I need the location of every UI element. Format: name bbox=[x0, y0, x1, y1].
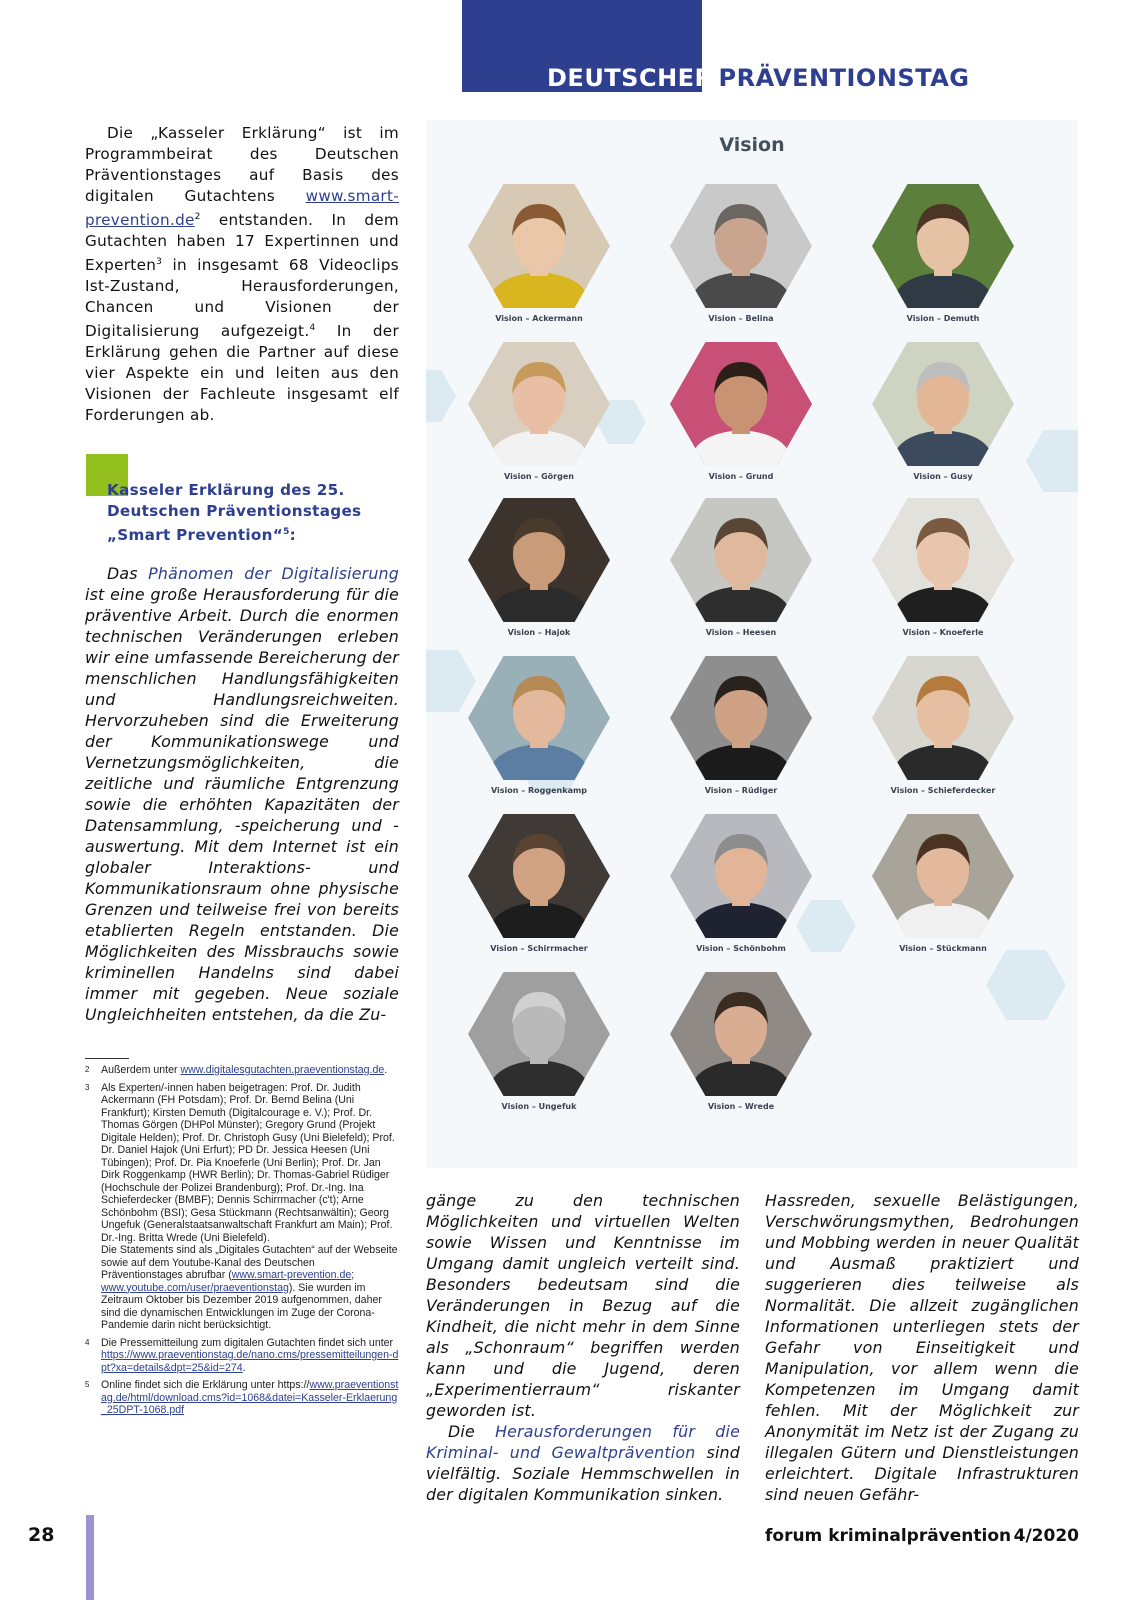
expert-portrait bbox=[670, 972, 812, 1096]
expert-portrait bbox=[468, 184, 610, 308]
decorative-hexagon bbox=[1026, 430, 1078, 492]
declaration-download-link[interactable]: www.praeventionstag.de/html/download.cms?id=1068&datei=Kasseler-Erklaerung_25DPT-1068.pdf bbox=[101, 1379, 399, 1416]
expert-caption: Vision – Görgen bbox=[504, 472, 574, 481]
footer-color-bar bbox=[86, 1515, 94, 1600]
expert-caption: Vision – Belina bbox=[708, 314, 774, 323]
expert-portrait bbox=[872, 498, 1014, 622]
expert-portrait bbox=[670, 656, 812, 780]
expert-portrait bbox=[872, 814, 1014, 938]
footnote-text-2: Die Statements sind als „Digitales Gutachten“ auf der Webseite sowie auf dem Youtube-Kanal des Deutschen Präventionstages abrufbar ( bbox=[101, 1244, 398, 1281]
declaration-text-middle bbox=[426, 1190, 740, 1505]
declaration-text-mid-p2-rest: sind vielfältig. Soziale Hemmschwellen in der digitalen Kommunikation sinken. bbox=[426, 1443, 740, 1504]
expert-caption: Vision – Ackermann bbox=[495, 314, 583, 323]
header-title bbox=[547, 64, 969, 92]
declaration-text-mid-p2-start: Die bbox=[448, 1422, 496, 1441]
intro-paragraph bbox=[85, 123, 399, 426]
youtube-link[interactable]: www.youtube.com/user/praeventionstag bbox=[101, 1281, 289, 1294]
footnote-text-end: . bbox=[384, 1064, 388, 1076]
declaration-text-left bbox=[85, 563, 399, 1025]
expert-portrait bbox=[872, 656, 1014, 780]
expert-caption: Vision – Schönbohm bbox=[696, 944, 786, 953]
expert-caption: Vision – Grund bbox=[708, 472, 774, 481]
magazine-title: forum kriminalprävention bbox=[765, 1526, 1012, 1546]
header-title-part1: DEUTSCHER bbox=[547, 64, 714, 92]
footnote-4 bbox=[85, 1337, 399, 1375]
intro-text-2: entstanden. In dem Gutachten haben 17 Expertinnen und Experten bbox=[85, 211, 399, 275]
declaration-text-right: Hassreden, sexuelle Belästigungen, Verschwörungsmythen, Bedrohungen und Mobbing werden in neuer Qualität und Ausmaß praktiziert und suggerieren dies teilweise als Normalität. Die allzeit zugänglichen Informationen unterliegen stets der Gefahr von Einseitigkeit und Manipulation, vor allem wenn die Kompetenzen im Umgang damit fehlen. Mit der Möglichkeit zur Anonymität im Netz ist der Zugang zu illegalen Gütern und Dienstleistungen erleichtert. Digitale Infrastrukturen sind neuen Gefähr- bbox=[765, 1191, 1079, 1504]
declaration-text-rest: ist eine große Herausforderung für die präventive Arbeit. Durch die enormen technischen Veränderungen erleben wir eine umfassende Bereicherung der menschlichen Handlungsfähigkeiten und Handlungsreichweiten. Hervorzuheben sind die Erweiterung der Kommunikationswege und Vernetzungsmöglichkeiten, die zeitliche und räumliche Entgrenzung sowie die erhöhten Kapazitäten der Datensammlung, -speicherung und -auswertung. Mit dem Internet ist ein globaler Interaktions- und Kommunikationsraum ohne physische Grenzen und teilweise frei von bereits etablierten Regeln entstanden. Die Möglichkeiten des Missbrauchs sowie kriminellen Handelns sind dabei immer mit gegeben. Neue soziale Ungleichheiten entstehen, da die Zu- bbox=[85, 585, 399, 1024]
smart-prevention-link[interactable]: www.smart-prevention.de bbox=[85, 187, 399, 230]
expert-portrait bbox=[670, 498, 812, 622]
section-heading-text: Kasseler Erklärung des 25. Deutschen Präventionstages „Smart Prevention“ bbox=[107, 481, 362, 545]
vision-expert-grid bbox=[426, 120, 1078, 1168]
footnote-text: Die Pressemitteilung zum digitalen Gutachten findet sich unter bbox=[101, 1336, 394, 1349]
expert-caption: Vision – Hajok bbox=[507, 628, 571, 637]
footnote-text: Außerdem unter bbox=[101, 1064, 181, 1076]
issue-number: 4/2020 bbox=[1013, 1526, 1079, 1546]
footnote-number: 3 bbox=[85, 1082, 90, 1092]
expert-portrait bbox=[670, 814, 812, 938]
expert-portrait bbox=[872, 342, 1014, 466]
digitalesgutachten-link[interactable]: www.digitalesgutachten.praeventionstag.de bbox=[180, 1064, 385, 1076]
footnotes bbox=[85, 1064, 399, 1422]
intro-text: Die „Kasseler Erklärung“ ist im Programmbeirat des Deutschen Präventionstages auf Basis des digitalen Gutachtens bbox=[85, 124, 399, 205]
smart-prevention-footnote-link[interactable]: www.smart-prevention.de bbox=[231, 1269, 352, 1281]
footnote-ref-5: 5 bbox=[283, 527, 290, 537]
expert-caption: Vision – Roggenkamp bbox=[490, 786, 588, 795]
expert-portrait bbox=[468, 656, 610, 780]
expert-portrait bbox=[670, 184, 812, 308]
expert-portrait bbox=[872, 184, 1014, 308]
vision-title: Vision bbox=[719, 134, 785, 156]
footnote-3 bbox=[85, 1082, 399, 1332]
expert-caption: Vision – Stückmann bbox=[899, 944, 987, 953]
footnote-number: 4 bbox=[85, 1337, 90, 1347]
expert-portrait bbox=[468, 498, 610, 622]
expert-portrait bbox=[468, 342, 610, 466]
highlight-herausforderungen: Herausforderungen für die Kriminal- und Gewaltprävention bbox=[426, 1422, 740, 1462]
footnote-number: 2 bbox=[85, 1065, 90, 1074]
intro-text-4: In der Erklärung gehen die Partner auf diese vier Aspekte ein und leiten aus den Visionen der Fachleute insgesamt elf Forderungen ab. bbox=[85, 322, 399, 425]
highlight-digitalisierung: Phänomen der Digitalisierung bbox=[148, 564, 399, 583]
footnote-text-3: ). Sie wurden im Zeitraum Oktober bis Dezember 2019 aufgenommen, daher sind die dynamischen Entwicklungen im Zuge der Corona-Pandemie darin nicht berücksichtigt. bbox=[101, 1281, 382, 1331]
declaration-text-mid-p1: gänge zu den technischen Möglichkeiten und virtuellen Welten sowie Wissen und Kenntnisse im Umgang damit ungleich verteilt sind. Besonders bedeutsam sind die Veränderungen in Bezug auf die Kindheit, die nicht mehr in dem Sinne als „Schonraum“ begriffen werden kann und die Jugend, deren „Experimentierraum“ riskanter geworden ist. bbox=[426, 1191, 740, 1420]
expert-caption: Vision – Schirrmacher bbox=[490, 944, 588, 953]
decorative-hexagon bbox=[986, 950, 1066, 1020]
decorative-hexagon bbox=[426, 370, 456, 422]
section-heading bbox=[107, 480, 397, 546]
footnote-2 bbox=[85, 1064, 399, 1077]
expert-portrait bbox=[670, 342, 812, 466]
intro-text-3: in insgesamt 68 Videoclips Ist-Zustand, Herausforderungen, Chancen und Visionen der Digitalisierung aufgezeigt. bbox=[85, 256, 399, 341]
declaration-text-start: Das bbox=[107, 564, 149, 583]
decorative-hexagon bbox=[426, 650, 476, 712]
footnote-ref-3: 3 bbox=[156, 257, 163, 268]
expert-caption: Vision – Gusy bbox=[913, 472, 973, 481]
expert-caption: Vision – Wrede bbox=[707, 1102, 775, 1111]
section-heading-colon: : bbox=[289, 526, 296, 545]
expert-caption: Vision – Demuth bbox=[906, 314, 980, 323]
expert-caption: Vision – Ungefuk bbox=[501, 1102, 577, 1111]
expert-portrait bbox=[468, 814, 610, 938]
footnote-text-end: . bbox=[242, 1361, 246, 1374]
footnote-number: 5 bbox=[85, 1380, 90, 1389]
expert-caption: Vision – Knoeferle bbox=[902, 628, 984, 637]
footnote-separator: ; bbox=[351, 1269, 355, 1281]
press-release-link[interactable]: https://www.praeventionstag.de/nano.cms/pressemitteilungen-dpt?xa=details&dpt=25&id=274 bbox=[101, 1349, 399, 1374]
expert-caption: Vision – Rüdiger bbox=[704, 786, 778, 795]
page-number: 28 bbox=[28, 1524, 55, 1546]
footnote-5 bbox=[85, 1379, 399, 1417]
footnote-text: Als Experten/-innen haben beigetragen: Prof. Dr. Judith Ackermann (FH Potsdam); Prof. Dr. Bernd Belina (Uni Frankfurt); Kirsten Demuth (Digitalcourage e. V.); Prof. Dr. Thomas Görgen (DHPol Münster); Gregory Grund (Projekt Digitale Helden); Prof. Dr. Christoph Gusy (Uni Bielefeld); Prof. Dr. Daniel Hajok (Uni Erfurt); PD Dr. Jessica Heesen (Uni Tübingen); Prof. Dr. Pia Knoeferle (Uni Berlin); Prof. Dr. Jan Dirk Roggenkamp (HWR Berlin); Dr. Thomas-Gabriel Rüdiger (Hochschule der Polizei Brandenburg); Prof. Dr.-Ing. Ina Schieferdecker (BMBF); Dennis Schirrmacher (c't); Arne Schönbohm (BSI); Gesa Stückmann (Rechtsanwältin); Georg Ungefuk (Generalstaatsanwaltschaft Frankfurt am Main); Prof. Dr.-Ing. Britta Wrede (Uni Bielefeld). bbox=[101, 1081, 395, 1244]
expert-caption: Vision – Heesen bbox=[705, 628, 777, 637]
footnote-ref-2: 2 bbox=[194, 212, 201, 222]
footer-magazine-info bbox=[765, 1526, 1079, 1546]
footnote-divider bbox=[85, 1058, 129, 1059]
expert-portrait bbox=[468, 972, 610, 1096]
footnote-text: Online findet sich die Erklärung unter https:// bbox=[101, 1379, 310, 1391]
footnote-ref-4: 4 bbox=[309, 323, 316, 334]
header-title-part2: PRÄVENTIONSTAG bbox=[718, 64, 970, 92]
expert-caption: Vision – Schieferdecker bbox=[890, 786, 996, 795]
